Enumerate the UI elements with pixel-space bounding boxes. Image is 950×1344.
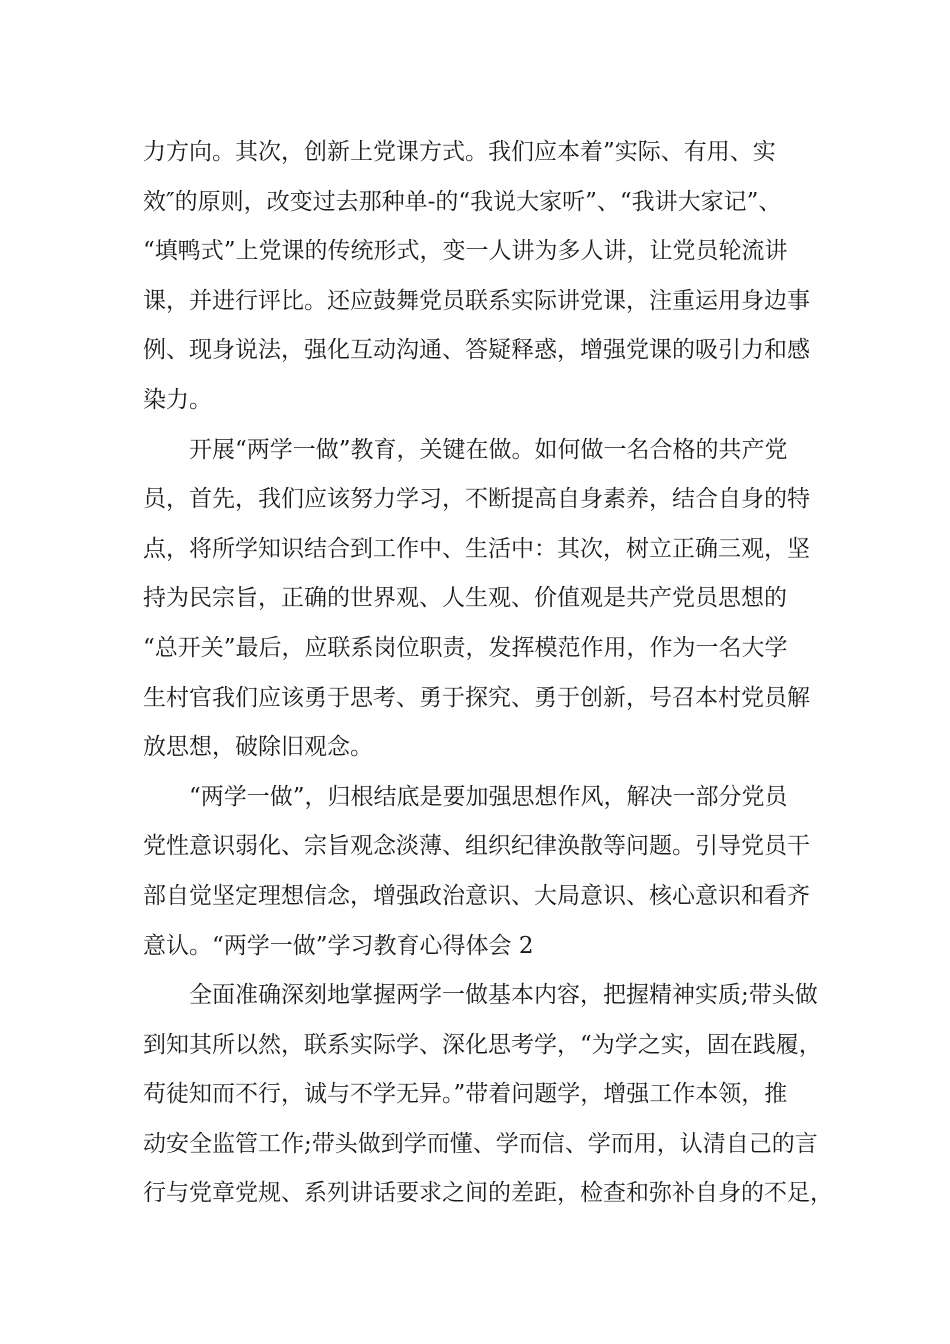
text-line: 放思想，破除旧观念。 — [143, 734, 373, 761]
body-text — [143, 128, 833, 1219]
text-line: 行与党章党规、系列讲话要求之间的差距，检查和弥补自身的不足， — [143, 1180, 833, 1207]
text-line: 课，并进行评比。还应鼓舞党员联系实际讲党课，注重运用身边事 — [143, 287, 810, 314]
text-line: “两学一做”，归根结底是要加强思想作风，解决一部分党员 — [143, 783, 788, 810]
text-line: 全面准确深刻地掌握两学一做基本内容，把握精神实质;带头做 — [143, 982, 818, 1009]
text-line: 开展“两学一做”教育，关键在做。如何做一名合格的共产党 — [143, 436, 788, 463]
text-line: 染力。 — [143, 386, 212, 413]
text-line: 党性意识弱化、宗旨观念淡薄、组织纪律涣散等问题。引导党员干 — [143, 833, 810, 860]
text-line: 动安全监管工作;带头做到学而懂、学而信、学而用，认清自己的言 — [143, 1130, 818, 1157]
text-line: 部自觉坚定理想信念，增强政治意识、大局意识、核心意识和看齐 — [143, 882, 810, 909]
text-line: 点，将所学知识结合到工作中、生活中：其次，树立正确三观，坚 — [143, 535, 810, 562]
text-line: 员，首先，我们应该努力学习，不断提高自身素养，结合自身的特 — [143, 486, 810, 513]
text-line: “总开关”最后，应联系岗位职责，发挥模范作用，作为一名大学 — [143, 634, 788, 661]
text-line: 意认。“两学一做”学习教育心得体会 2 — [143, 932, 534, 959]
text-line: 力方向。其次，创新上党课方式。我们应本着”实际、有用、实 — [143, 139, 776, 165]
text-line: 苟徒知而不行，诚与不学无异。”带着问题学，增强工作本领，推 — [143, 1081, 788, 1108]
text-line: 持为民宗旨，正确的世界观、人生观、价值观是共产党员思想的 — [143, 585, 787, 612]
text-line: 例、现身说法，强化互动沟通、答疑释惑，增强党课的吸引力和感 — [143, 337, 810, 364]
text-line: 到知其所以然，联系实际学、深化思考学，“为学之实，固在践履， — [143, 1031, 822, 1058]
text-line: 效″的原则，改变过去那种单-的“我说大家听”、“我讲大家记”、 — [143, 188, 782, 215]
text-line: 生村官我们应该勇于思考、勇于探究、勇于创新，号召本村党员解 — [143, 684, 810, 711]
text-line: “填鸭式”上党课的传统形式，变一人讲为多人讲，让党员轮流讲 — [143, 238, 788, 265]
